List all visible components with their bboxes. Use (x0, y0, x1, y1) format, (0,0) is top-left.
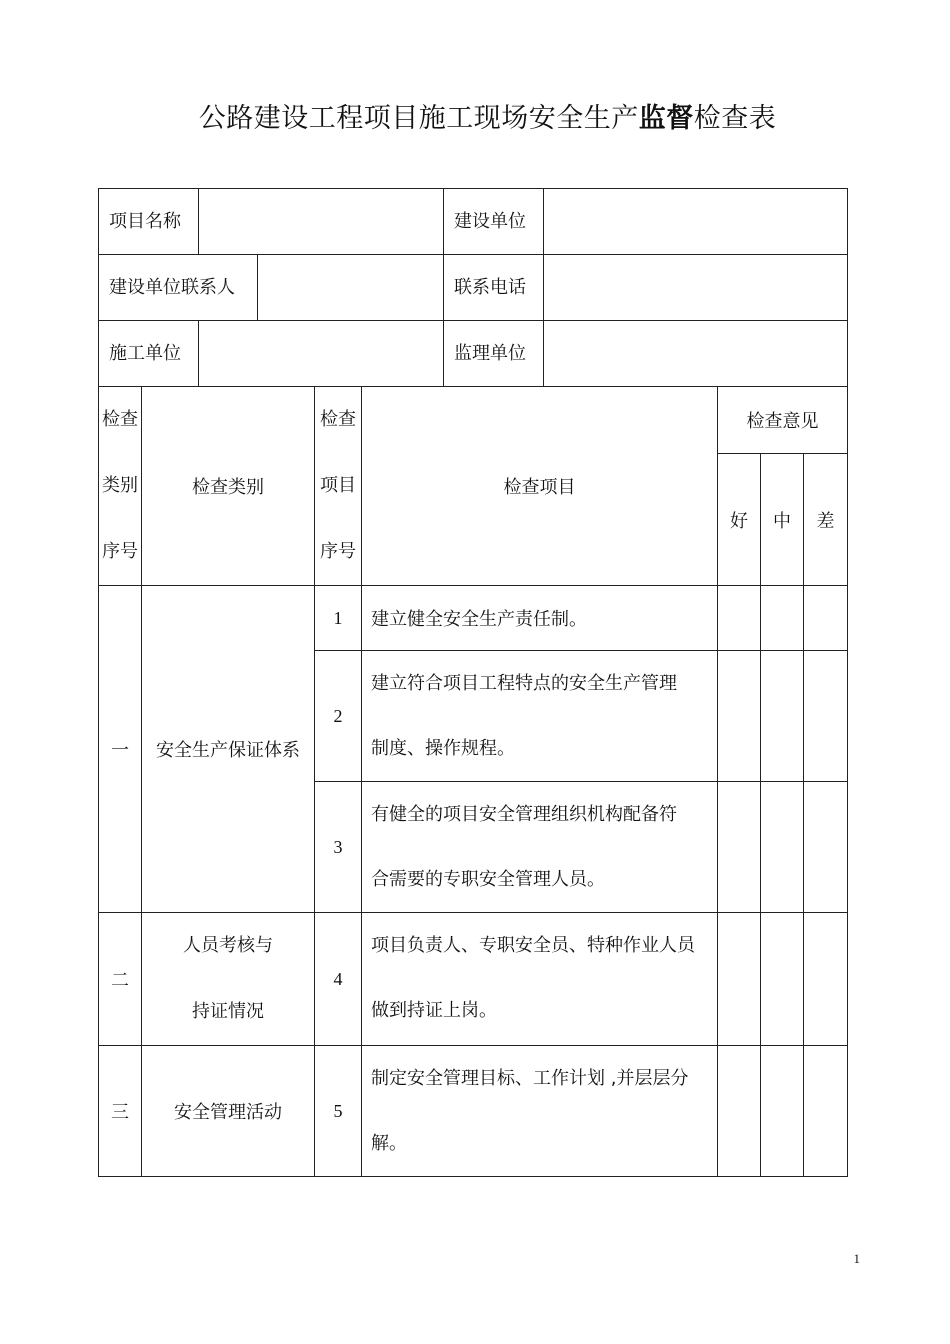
supervision-field[interactable] (544, 321, 848, 387)
supervision-label: 监理单位 (444, 321, 544, 387)
item-description: 制定安全管理目标、工作计划 ,并层层分 解。 (362, 1046, 718, 1177)
header-poor: 差 (804, 454, 848, 586)
group-number: 二 (99, 913, 142, 1046)
poor-cell[interactable] (804, 651, 848, 782)
medium-cell[interactable] (761, 586, 804, 651)
item-number: 1 (315, 586, 362, 651)
table-row (99, 913, 848, 1046)
group-number: 三 (99, 1046, 142, 1177)
header-category-no: 检查 类别 序号 (99, 387, 142, 586)
contact-label: 建设单位联系人 (99, 255, 258, 321)
item-description: 有健全的项目安全管理组织机构配备符 合需要的专职安全管理人员。 (362, 782, 718, 913)
header-good: 好 (718, 454, 761, 586)
good-cell[interactable] (718, 1046, 761, 1177)
good-cell[interactable] (718, 651, 761, 782)
project-name-field[interactable] (199, 189, 444, 255)
project-name-label: 项目名称 (99, 189, 199, 255)
good-cell[interactable] (718, 586, 761, 651)
group-category: 安全生产保证体系 (142, 586, 315, 913)
poor-cell[interactable] (804, 586, 848, 651)
item-number: 4 (315, 913, 362, 1046)
builder-label: 建设单位 (444, 189, 544, 255)
medium-cell[interactable] (761, 1046, 804, 1177)
inspection-table (98, 386, 848, 1177)
header-medium: 中 (761, 454, 804, 586)
poor-cell[interactable] (804, 782, 848, 913)
phone-label: 联系电话 (444, 255, 544, 321)
group-category: 人员考核与 持证情况 (142, 913, 315, 1046)
project-info-table (98, 188, 848, 387)
medium-cell[interactable] (761, 651, 804, 782)
item-number: 3 (315, 782, 362, 913)
builder-field[interactable] (544, 189, 848, 255)
medium-cell[interactable] (761, 782, 804, 913)
header-opinion: 检查意见 (718, 387, 848, 454)
phone-field[interactable] (544, 255, 848, 321)
medium-cell[interactable] (761, 913, 804, 1046)
group-category: 安全管理活动 (142, 1046, 315, 1177)
item-number: 2 (315, 651, 362, 782)
table-row (99, 586, 848, 651)
construction-label: 施工单位 (99, 321, 199, 387)
header-category: 检查类别 (142, 387, 315, 586)
item-number: 5 (315, 1046, 362, 1177)
table-row (99, 1046, 848, 1177)
item-description: 项目负责人、专职安全员、特种作业人员 做到持证上岗。 (362, 913, 718, 1046)
header-item: 检查项目 (362, 387, 718, 586)
construction-field[interactable] (199, 321, 444, 387)
item-description: 建立健全安全生产责任制。 (362, 586, 718, 651)
contact-field[interactable] (258, 255, 444, 321)
poor-cell[interactable] (804, 913, 848, 1046)
page-title: 公路建设工程项目施工现场安全生产监督检查表 (198, 103, 777, 134)
poor-cell[interactable] (804, 1046, 848, 1177)
page-number: 1 (853, 1251, 860, 1266)
item-description: 建立符合项目工程特点的安全生产管理 制度、操作规程。 (362, 651, 718, 782)
good-cell[interactable] (718, 782, 761, 913)
good-cell[interactable] (718, 913, 761, 1046)
group-number: 一 (99, 586, 142, 913)
header-item-no: 检查 项目 序号 (315, 387, 362, 586)
